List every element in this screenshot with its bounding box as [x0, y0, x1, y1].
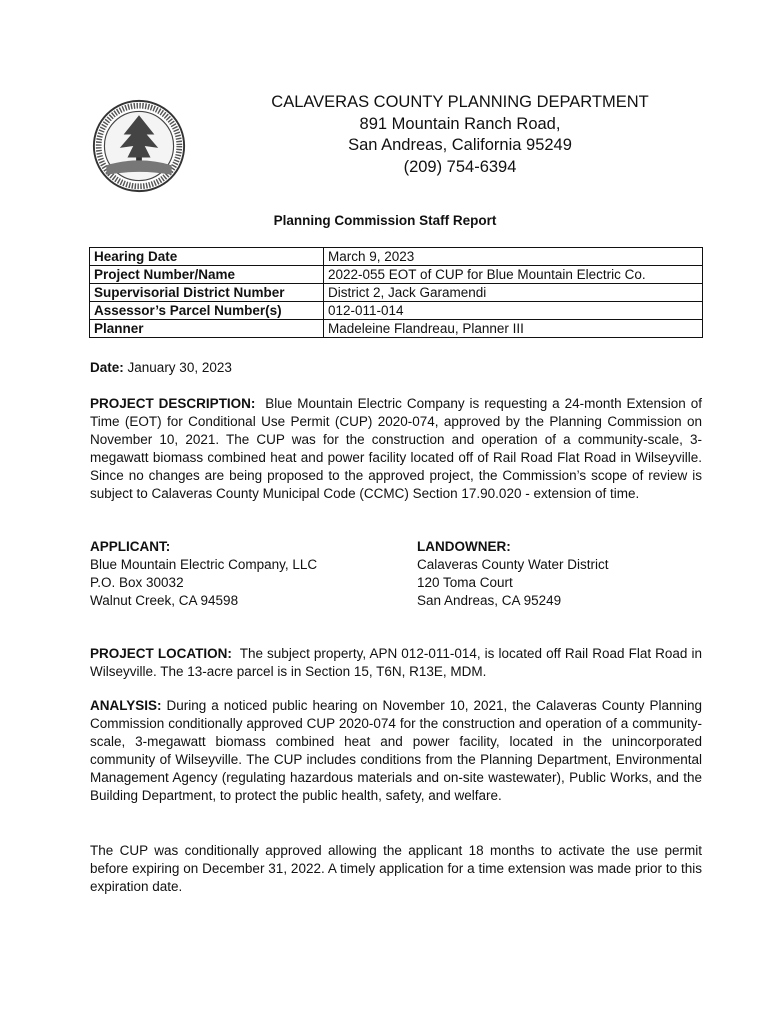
landowner-block — [417, 538, 609, 610]
project-description-text: Blue Mountain Electric Company is requesting a 24-month Extension of Time (EOT) for Conditional Use Permit (CUP) 2020-074, approved by the Planning Commission on November 10, 2021. The CUP was for the construction and operation of a community-scale, 3-megawatt biomass combined heat and power facility located off of Rail Road Flat Road in Wilseyville. Since no changes are being proposed to the approved project, the Commission’s scope of review is subject to Calaveras County Municipal Code (CCMC) Section 17.90.020 - extension of time. — [90, 396, 702, 501]
table-row — [90, 266, 703, 284]
table-row — [90, 320, 703, 338]
district-label: Supervisorial District Number — [90, 284, 324, 302]
analysis-label: ANALYSIS: — [90, 698, 162, 713]
landowner-street: 120 Toma Court — [417, 575, 513, 590]
table-row — [90, 284, 703, 302]
report-title: Planning Commission Staff Report — [273, 213, 497, 228]
project-description — [90, 395, 702, 503]
analysis-text: During a noticed public hearing on November 10, 2021, the Calaveras County Planning Commission conditionally approved CUP 2020-074 for the construction and operation of a community-scale, 3-megawatt biomass combined heat and power facility, located in the unincorporated community of Wilseyville. The CUP includes conditions from the Planning Department, Environmental Management Agency (regulating hazardous materials and on-site wastewater), Public Works, and the Building Department, to protect the public health, safety, and welfare. — [90, 698, 702, 803]
parcel-number-label: Assessor’s Parcel Number(s) — [90, 302, 324, 320]
phone-number: (209) 754-6394 — [403, 157, 517, 176]
table-row — [90, 302, 703, 320]
landowner-heading: LANDOWNER: — [417, 539, 511, 554]
project-location-label: PROJECT LOCATION: — [90, 646, 232, 661]
applicant-name: Blue Mountain Electric Company, LLC — [90, 557, 318, 572]
applicant-heading: APPLICANT: — [90, 539, 171, 554]
table-row — [90, 248, 703, 266]
analysis-section — [90, 697, 702, 805]
applicant-city: Walnut Creek, CA 94598 — [90, 593, 239, 608]
project-number-value: 2022-055 EOT of CUP for Blue Mountain Electric Co. — [324, 266, 703, 284]
applicant-block — [90, 538, 317, 610]
district-value: District 2, Jack Garamendi — [324, 284, 703, 302]
project-description-label: PROJECT DESCRIPTION: — [90, 396, 256, 411]
landowner-city: San Andreas, CA 95249 — [417, 593, 562, 608]
department-name: CALAVERAS COUNTY PLANNING DEPARTMENT — [271, 93, 649, 111]
street-address: 891 Mountain Ranch Road, — [359, 114, 561, 133]
department-header — [250, 92, 670, 178]
expiration-paragraph: The CUP was conditionally approved allowing the applicant 18 months to activate the use permit before expiring on December 31, 2022. A timely application for a time extension was made prior to this expiration date. — [90, 843, 702, 894]
report-date — [90, 359, 702, 377]
hearing-info-table — [89, 247, 703, 338]
date-label: Date: — [90, 360, 124, 375]
project-number-label: Project Number/Name — [90, 266, 324, 284]
hearing-date-label: Hearing Date — [90, 248, 324, 266]
county-seal-icon — [91, 98, 187, 194]
parcel-number-value: 012-011-014 — [324, 302, 703, 320]
applicant-po-box: P.O. Box 30032 — [90, 575, 184, 590]
date-value: January 30, 2023 — [127, 360, 232, 375]
city-state-zip: San Andreas, California 95249 — [348, 136, 572, 154]
planner-label: Planner — [90, 320, 324, 338]
hearing-date-value: March 9, 2023 — [324, 248, 703, 266]
project-location — [90, 645, 702, 681]
planner-value: Madeleine Flandreau, Planner III — [324, 320, 703, 338]
landowner-name: Calaveras County Water District — [417, 557, 609, 572]
project-location-text: The subject property, APN 012-011-014, is located off Rail Road Flat Road in Wilseyville. The 13-acre parcel is in Section 15, T6N, R13E, MDM. — [90, 646, 702, 679]
